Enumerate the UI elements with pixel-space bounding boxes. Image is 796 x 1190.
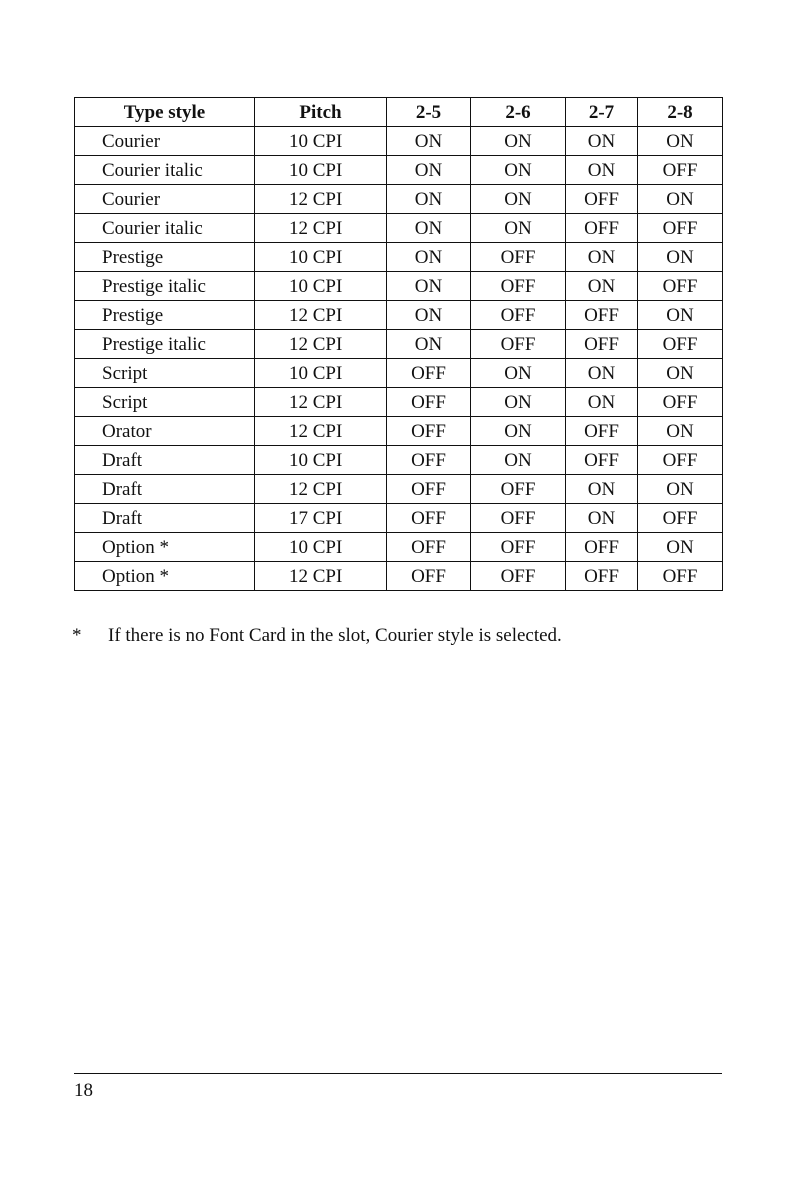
type-style-cell: Orator <box>75 417 255 446</box>
switch-2-5-cell: OFF <box>387 562 471 591</box>
switch-2-7-cell: ON <box>566 243 638 272</box>
switch-2-6-cell: ON <box>471 127 566 156</box>
pitch-cell: 10 CPI <box>255 446 387 475</box>
page-number: 18 <box>74 1080 93 1101</box>
table-row <box>75 185 723 214</box>
header-type-style: Type style <box>75 98 255 127</box>
header-switch-2-6: 2-6 <box>471 98 566 127</box>
type-style-cell: Courier italic <box>75 156 255 185</box>
switch-2-8-cell: OFF <box>638 330 723 359</box>
header-pitch: Pitch <box>255 98 387 127</box>
table-row <box>75 330 723 359</box>
switch-2-5-cell: ON <box>387 272 471 301</box>
type-style-cell: Prestige <box>75 301 255 330</box>
pitch-cell: 10 CPI <box>255 127 387 156</box>
switch-2-7-cell: ON <box>566 475 638 504</box>
type-style-cell: Courier <box>75 127 255 156</box>
switch-2-5-cell: OFF <box>387 417 471 446</box>
type-style-cell: Prestige italic <box>75 272 255 301</box>
switch-2-8-cell: ON <box>638 533 723 562</box>
switch-2-7-cell: OFF <box>566 446 638 475</box>
switch-2-5-cell: OFF <box>387 446 471 475</box>
switch-2-8-cell: OFF <box>638 504 723 533</box>
table-row <box>75 562 723 591</box>
table-row <box>75 243 723 272</box>
type-style-cell: Script <box>75 388 255 417</box>
switch-2-7-cell: OFF <box>566 533 638 562</box>
pitch-cell: 12 CPI <box>255 417 387 446</box>
switch-2-8-cell: OFF <box>638 446 723 475</box>
type-style-cell: Script <box>75 359 255 388</box>
switch-2-7-cell: OFF <box>566 214 638 243</box>
switch-2-6-cell: ON <box>471 185 566 214</box>
table-row <box>75 475 723 504</box>
type-style-cell: Draft <box>75 446 255 475</box>
switch-2-7-cell: ON <box>566 504 638 533</box>
table-row <box>75 301 723 330</box>
switch-2-8-cell: OFF <box>638 272 723 301</box>
switch-2-8-cell: OFF <box>638 214 723 243</box>
footer-rule <box>74 1073 722 1074</box>
pitch-cell: 12 CPI <box>255 185 387 214</box>
pitch-cell: 10 CPI <box>255 272 387 301</box>
switch-2-7-cell: OFF <box>566 562 638 591</box>
type-style-cell: Option * <box>75 562 255 591</box>
switch-2-5-cell: ON <box>387 156 471 185</box>
switch-2-7-cell: ON <box>566 127 638 156</box>
switch-2-6-cell: OFF <box>471 562 566 591</box>
switch-2-6-cell: OFF <box>471 330 566 359</box>
switch-2-8-cell: ON <box>638 185 723 214</box>
switch-2-6-cell: ON <box>471 214 566 243</box>
table-row <box>75 272 723 301</box>
switch-2-8-cell: ON <box>638 127 723 156</box>
pitch-cell: 10 CPI <box>255 359 387 388</box>
table-row <box>75 388 723 417</box>
switch-2-7-cell: OFF <box>566 330 638 359</box>
switch-2-6-cell: ON <box>471 446 566 475</box>
switch-2-5-cell: OFF <box>387 533 471 562</box>
switch-2-5-cell: ON <box>387 185 471 214</box>
switch-2-8-cell: ON <box>638 475 723 504</box>
switch-2-8-cell: ON <box>638 359 723 388</box>
switch-2-5-cell: ON <box>387 243 471 272</box>
switch-2-5-cell: OFF <box>387 475 471 504</box>
switch-2-5-cell: OFF <box>387 504 471 533</box>
switch-2-6-cell: ON <box>471 417 566 446</box>
table-row <box>75 359 723 388</box>
switch-2-6-cell: ON <box>471 156 566 185</box>
type-style-cell: Courier italic <box>75 214 255 243</box>
switch-2-7-cell: OFF <box>566 185 638 214</box>
type-style-cell: Draft <box>75 504 255 533</box>
pitch-cell: 12 CPI <box>255 214 387 243</box>
pitch-cell: 12 CPI <box>255 475 387 504</box>
switch-2-8-cell: OFF <box>638 156 723 185</box>
switch-2-6-cell: ON <box>471 388 566 417</box>
type-style-cell: Draft <box>75 475 255 504</box>
pitch-cell: 10 CPI <box>255 533 387 562</box>
type-style-cell: Option * <box>75 533 255 562</box>
switch-2-5-cell: OFF <box>387 388 471 417</box>
switch-2-7-cell: ON <box>566 156 638 185</box>
switch-2-6-cell: OFF <box>471 301 566 330</box>
pitch-cell: 10 CPI <box>255 243 387 272</box>
switch-2-5-cell: OFF <box>387 359 471 388</box>
pitch-cell: 12 CPI <box>255 562 387 591</box>
switch-2-6-cell: ON <box>471 359 566 388</box>
switch-2-7-cell: ON <box>566 272 638 301</box>
switch-2-6-cell: OFF <box>471 272 566 301</box>
switch-2-8-cell: ON <box>638 243 723 272</box>
pitch-cell: 17 CPI <box>255 504 387 533</box>
type-style-switch-table <box>74 97 723 591</box>
footnote-marker: * <box>72 625 82 646</box>
type-style-cell: Courier <box>75 185 255 214</box>
table-row <box>75 504 723 533</box>
switch-2-6-cell: OFF <box>471 475 566 504</box>
switch-2-6-cell: OFF <box>471 243 566 272</box>
pitch-cell: 12 CPI <box>255 388 387 417</box>
switch-2-6-cell: OFF <box>471 504 566 533</box>
switch-2-8-cell: ON <box>638 301 723 330</box>
table-header-row <box>75 98 723 127</box>
switch-2-6-cell: OFF <box>471 533 566 562</box>
pitch-cell: 12 CPI <box>255 330 387 359</box>
table-row <box>75 446 723 475</box>
switch-2-5-cell: ON <box>387 330 471 359</box>
switch-2-7-cell: ON <box>566 359 638 388</box>
switch-2-8-cell: ON <box>638 417 723 446</box>
pitch-cell: 12 CPI <box>255 301 387 330</box>
switch-2-7-cell: OFF <box>566 301 638 330</box>
type-style-cell: Prestige <box>75 243 255 272</box>
pitch-cell: 10 CPI <box>255 156 387 185</box>
header-switch-2-5: 2-5 <box>387 98 471 127</box>
switch-2-5-cell: ON <box>387 214 471 243</box>
switch-2-7-cell: OFF <box>566 417 638 446</box>
table-row <box>75 214 723 243</box>
table-row <box>75 156 723 185</box>
footnote-text: If there is no Font Card in the slot, Courier style is selected. <box>108 625 562 646</box>
table-row <box>75 127 723 156</box>
switch-2-8-cell: OFF <box>638 562 723 591</box>
switch-2-7-cell: ON <box>566 388 638 417</box>
table-row <box>75 417 723 446</box>
switch-2-8-cell: OFF <box>638 388 723 417</box>
switch-2-5-cell: ON <box>387 301 471 330</box>
header-switch-2-7: 2-7 <box>566 98 638 127</box>
footnote <box>72 625 712 647</box>
type-style-cell: Prestige italic <box>75 330 255 359</box>
table-row <box>75 533 723 562</box>
header-switch-2-8: 2-8 <box>638 98 723 127</box>
switch-2-5-cell: ON <box>387 127 471 156</box>
